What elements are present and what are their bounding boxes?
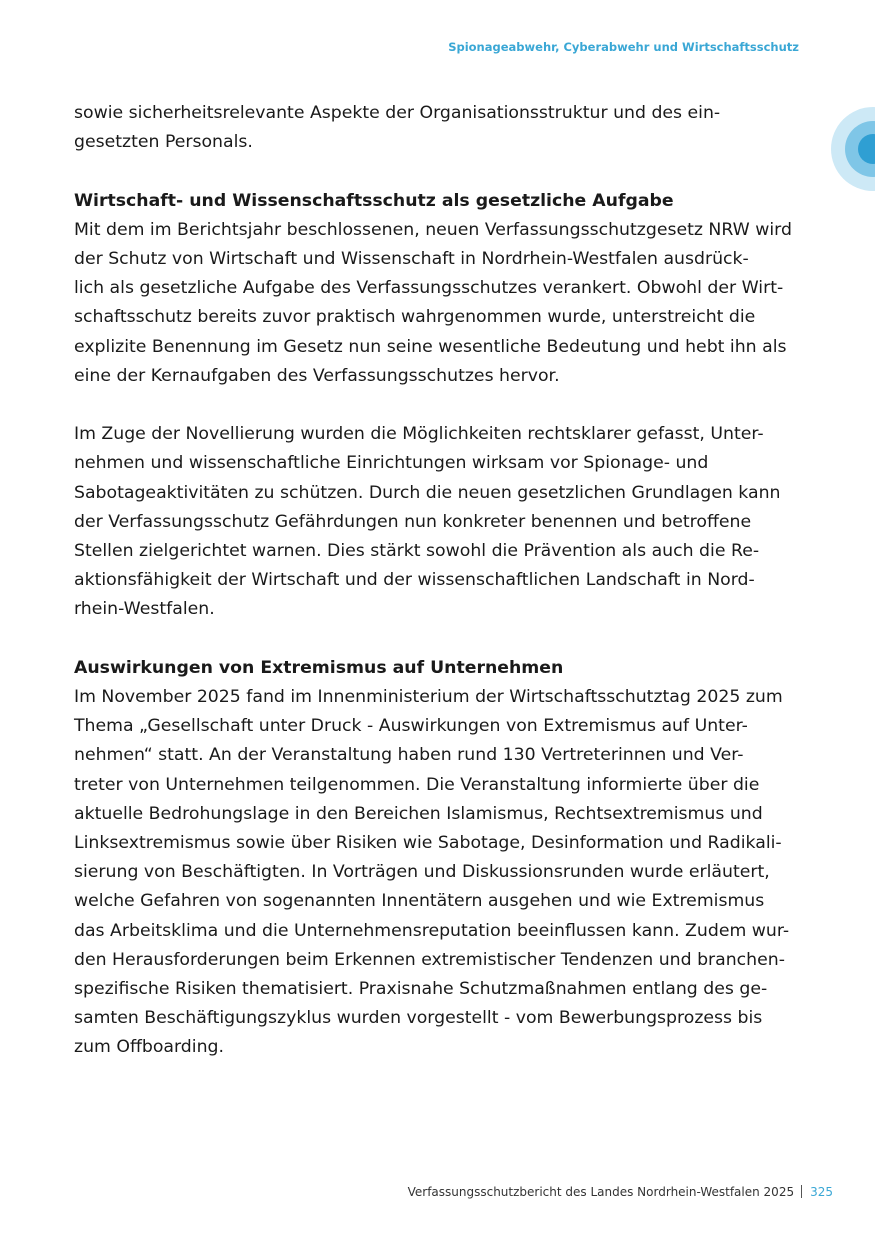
body-text xyxy=(74,99,802,1063)
paragraph xyxy=(74,683,802,1063)
text-line: sierung von Beschäftigten. In Vorträgen und Diskussionsrunden wurde erläutert, xyxy=(74,862,770,883)
paragraph xyxy=(74,216,802,391)
text-line: der Schutz von Wirtschaft und Wissenschaft in Nordrhein-Westfalen ausdrück- xyxy=(74,249,749,269)
text-line: schaftsschutz bereits zuvor praktisch wahrgenommen wurde, unterstreicht die xyxy=(74,307,756,328)
text-line: Sabotageaktivitäten zu schützen. Durch die neuen gesetzlichen Grundlagen kann xyxy=(74,482,781,503)
text-line: nehmen und wissenschaftliche Einrichtungen wirksam vor Spionage- und xyxy=(74,453,709,474)
text-line: den Herausforderungen beim Erkennen extremistischer Tendenzen und branchen- xyxy=(74,949,785,970)
text-line: spezifische Risiken thematisiert. Praxisnahe Schutzmaßnahmen entlang des ge- xyxy=(74,979,768,1000)
text-line: welche Gefahren von sogenannten Innentätern ausgehen und wie Extremismus xyxy=(74,891,765,912)
intro-paragraph xyxy=(74,99,802,157)
section-marker-icon xyxy=(831,107,875,191)
page-footer xyxy=(408,1185,833,1199)
text-line: aktuelle Bedrohungslage in den Bereichen Islamismus, Rechtsextremismus und xyxy=(74,803,763,824)
text-line: das Arbeitsklima und die Unternehmensreputation beeinflussen kann. Zudem wur- xyxy=(74,920,790,941)
text-line: Linksextremismus sowie über Risiken wie Sabotage, Desinformation und Radikali- xyxy=(74,833,782,854)
text-line: nehmen“ statt. An der Veranstaltung haben rund 130 Vertreterinnen und Ver- xyxy=(74,745,744,766)
text-line: samten Beschäftigungszyklus wurden vorgestellt - vom Bewerbungsprozess bis xyxy=(74,1008,763,1029)
paragraph xyxy=(74,420,802,624)
text-line: explizite Benennung im Gesetz nun seine wesentliche Bedeutung und hebt ihn als xyxy=(74,336,787,357)
text-line: Stellen zielgerichtet warnen. Dies stärkt sowohl die Prävention als auch die Re- xyxy=(74,541,760,562)
text-line: sowie sicherheitsrelevante Aspekte der Organisationsstruktur und des ein- xyxy=(74,103,721,123)
text-line: rhein-Westfalen. xyxy=(74,599,215,620)
text-line: zum Offboarding. xyxy=(74,1037,224,1058)
footer-divider xyxy=(801,1185,802,1198)
text-line: Im November 2025 fand im Innenministerium der Wirtschaftsschutztag 2025 zum xyxy=(74,687,783,708)
text-line: treter von Unternehmen teilgenommen. Die Veranstaltung informierte über die xyxy=(74,774,760,795)
text-line: eine der Kernaufgaben des Verfassungsschutzes hervor. xyxy=(74,365,560,386)
publication-title: Verfassungsschutzbericht des Landes Nordrhein-Westfalen 2025 xyxy=(407,1185,795,1199)
text-line: gesetzten Personals. xyxy=(74,132,253,153)
section-heading-extremismus: Auswirkungen von Extremismus auf Unternehmen xyxy=(74,657,564,678)
page-number: 325 xyxy=(810,1185,833,1199)
running-header: Spionageabwehr, Cyberabwehr und Wirtschaftsschutz xyxy=(448,40,799,54)
text-line: Thema „Gesellschaft unter Druck - Auswirkungen von Extremismus auf Unter- xyxy=(74,716,748,737)
text-line: Im Zuge der Novellierung wurden die Möglichkeiten rechtsklarer gefasst, Unter- xyxy=(74,424,764,445)
text-line: der Verfassungsschutz Gefährdungen nun konkreter benennen und betroffene xyxy=(74,511,752,532)
text-line: aktionsfähigkeit der Wirtschaft und der wissenschaftlichen Landschaft in Nord- xyxy=(74,570,755,591)
text-line: lich als gesetzliche Aufgabe des Verfassungsschutzes verankert. Obwohl der Wirt- xyxy=(74,278,784,299)
text-line: Mit dem im Berichtsjahr beschlossenen, neuen Verfassungsschutzgesetz NRW wird xyxy=(74,219,792,240)
section-heading-wirtschaftsschutz: Wirtschaft- und Wissenschaftsschutz als gesetzliche Aufgabe xyxy=(74,190,674,211)
